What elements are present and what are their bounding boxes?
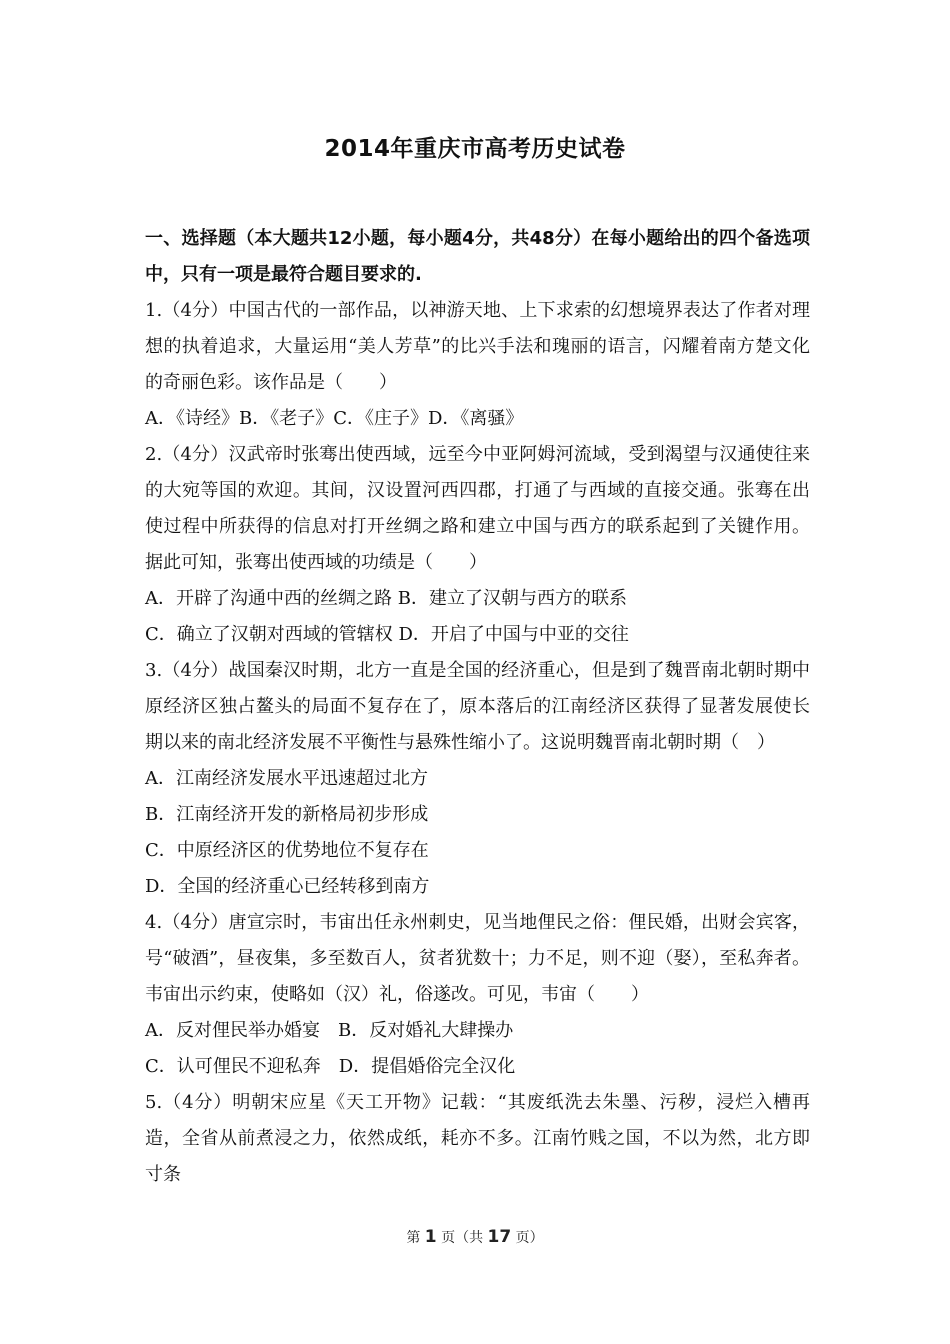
footer-suffix: 页） — [515, 1230, 544, 1246]
question-3 — [145, 653, 810, 905]
question-options: A．反对俚民举办婚宴 B．反对婚礼大肆操办 — [145, 1020, 514, 1041]
question-1 — [145, 293, 810, 437]
question-stem: 1.（4分）中国古代的一部作品，以神游天地、上下求索的幻想境界表达了作者对理想的执着追求，大量运用“美人芳草”的比兴手法和瑰丽的语言，闪耀着南方楚文化的奇丽色彩。该作品是（ ） — [145, 300, 810, 393]
footer-prefix: 第 — [406, 1230, 421, 1246]
question-stem: 3.（4分）战国秦汉时期，北方一直是全国的经济重心，但是到了魏晋南北朝时期中原经济区独占鳌头的局面不复存在了，原本落后的江南经济区获得了显著发展使长期以来的南北经济发展不平衡性与悬殊性缩小了。这说明魏晋南北朝时期（ ） — [145, 660, 810, 753]
document-body — [145, 221, 810, 1193]
question-stem: 5.（4分）明朝宋应星《天工开物》记载：“其废纸洗去朱墨、污秽，浸烂入槽再造，全省从前煮浸之力，依然成纸，耗亦不多。江南竹贱之国，不以为然，北方即寸条 — [145, 1092, 810, 1185]
question-stem: 4.（4分）唐宣宗时，韦宙出任永州刺史，见当地俚民之俗：俚民婚，出财会宾客，号“破酒”，昼夜集，多至数百人，贫者犹数十；力不足，则不迎（娶），至私奔者。韦宙出示约束，使略如（汉）礼，俗遂改。可见，韦宙（ ） — [145, 912, 810, 1005]
footer-total-pages: 17 — [487, 1227, 512, 1247]
question-options: C．认可俚民不迎私奔 D．提倡婚俗完全汉化 — [145, 1056, 516, 1077]
question-stem: 2.（4分）汉武帝时张骞出使西域，远至今中亚阿姆河流域，受到渴望与汉通使往来的大宛等国的欢迎。其间，汉设置河西四郡，打通了与西域的直接交通。张骞在出使过程中所获得的信息对打开丝绸之路和建立中国与西方的联系起到了关键作用。据此可知，张骞出使西域的功绩是（ ） — [145, 444, 810, 573]
page-title: 2014年重庆市高考历史试卷 — [324, 136, 626, 162]
question-options: A．《诗经》B．《老子》C．《庄子》D．《离骚》 — [145, 408, 524, 429]
option-d: D．全国的经济重心已经转移到南方 — [145, 876, 430, 897]
question-options: C．确立了汉朝对西域的管辖权 D．开启了中国与中亚的交往 — [145, 624, 629, 645]
page-footer — [0, 1227, 950, 1247]
footer-page-number: 1 — [424, 1227, 437, 1247]
option-a: A．江南经济发展水平迅速超过北方 — [145, 768, 428, 789]
question-2 — [145, 437, 810, 653]
option-b: B．江南经济开发的新格局初步形成 — [145, 804, 429, 825]
section-heading: 一、选择题（本大题共12小题，每小题4分，共48分）在每小题给出的四个备选项中，只有一项是最符合题目要求的. — [145, 228, 810, 285]
footer-middle: 页（共 — [441, 1230, 484, 1246]
question-4 — [145, 905, 810, 1085]
question-5 — [145, 1085, 810, 1193]
option-c: C．中原经济区的优势地位不复存在 — [145, 840, 429, 861]
question-options: A．开辟了沟通中西的丝绸之路 B．建立了汉朝与西方的联系 — [145, 588, 627, 609]
